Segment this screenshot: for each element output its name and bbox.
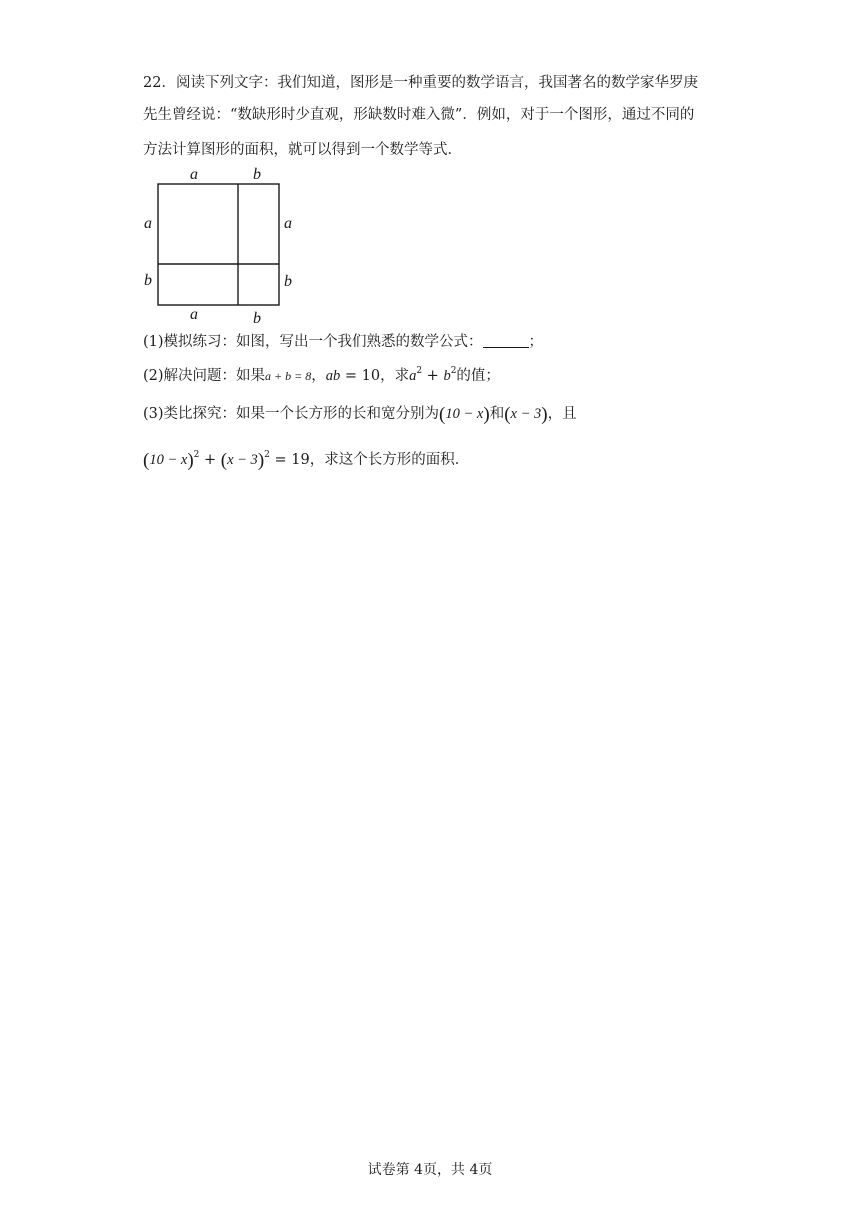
outer-square	[158, 184, 279, 305]
label-top-b: b	[253, 166, 261, 183]
equation-product-var: ab	[325, 368, 341, 384]
part-3-line-2: $(10 - x)^2 + (x - 3)^2 = 19$，求这个长方形的面积．	[143, 450, 470, 471]
label-right-a: a	[284, 215, 292, 232]
label-left-b: b	[144, 272, 152, 289]
intro-line-1: 阅读下列文字：我们知道，图形是一种重要的数学语言，我国著名的数学家华罗庚	[175, 75, 698, 91]
part-3-line-1: (3)类比探究：如果一个长方形的长和宽分别为(10 − x)和(x − 3)，且	[143, 404, 577, 425]
factor-width: x − 3	[510, 406, 542, 422]
answer-blank[interactable]	[483, 333, 529, 348]
label-right-b: b	[284, 273, 292, 290]
expr-b: b	[443, 368, 451, 384]
eq-term-2: x − 3	[227, 452, 258, 468]
eq-rhs: = 19	[269, 452, 310, 468]
equation-product-rest: = 10	[340, 368, 381, 384]
label-bottom-b: b	[253, 310, 261, 327]
question-number: 22	[143, 75, 162, 91]
part-1: (1)模拟练习：如图，写出一个我们熟悉的数学公式： ；	[143, 334, 544, 350]
label-left-a: a	[144, 215, 152, 232]
equation-sum: a + b = 8	[265, 369, 312, 383]
label-bottom-a: a	[190, 306, 198, 323]
eq-term-1: 10 − x	[149, 452, 188, 468]
part-2: (2)解决问题：如果a + b = 8，ab = 10，求$a^2 + b^2$的值；	[143, 366, 500, 384]
factor-length: 10 − x	[445, 406, 484, 422]
label-top-a: a	[190, 166, 198, 183]
expr-a: a	[409, 368, 417, 384]
square-diagram	[140, 162, 310, 327]
question-number-line: 22．阅读下列文字：我们知道，图形是一种重要的数学语言，我国著名的数学家华罗庚	[143, 75, 698, 91]
intro-line-2: 先生曾经说：“数缺形时少直观，形缺数时难入微”．例如，对于一个图形，通过不同的	[143, 107, 695, 123]
intro-line-3: 方法计算图形的面积，就可以得到一个数学等式．	[143, 142, 462, 158]
page-footer: 试卷第 4页，共 4页	[367, 1162, 493, 1178]
